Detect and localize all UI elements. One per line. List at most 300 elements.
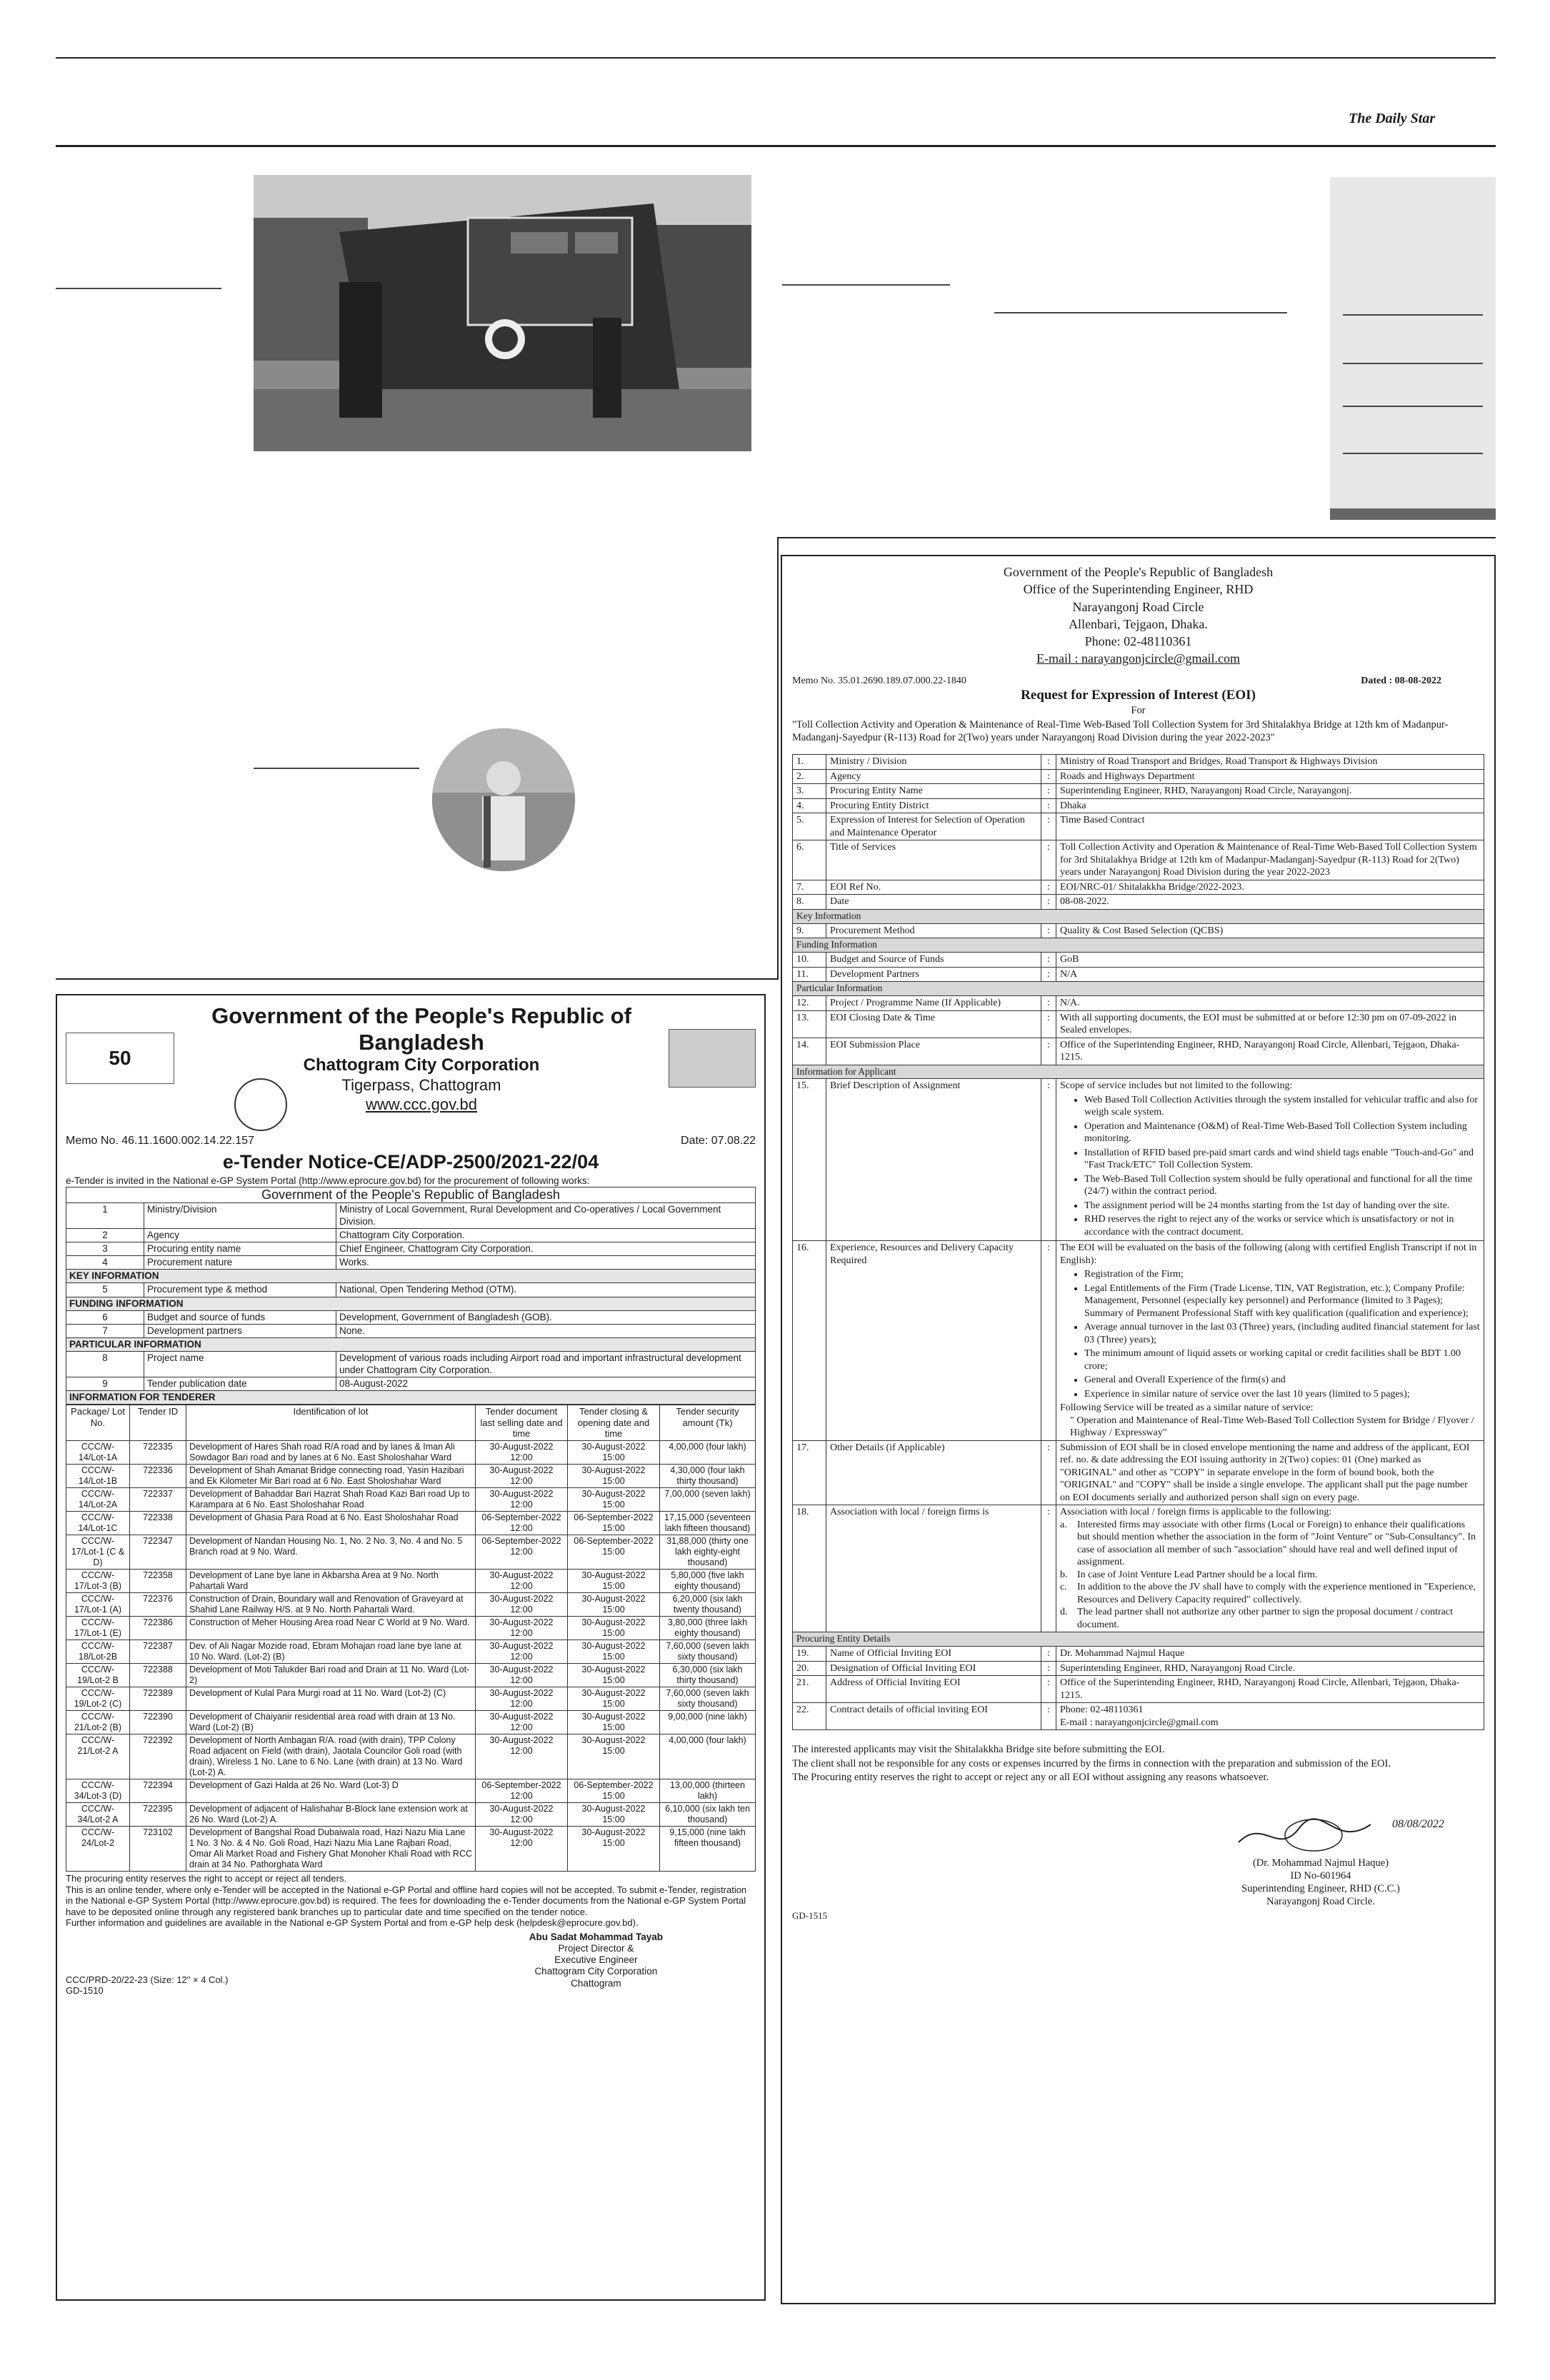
eoi-value: Superintending Engineer, RHD, Narayangonj Road Circle. <box>1056 1661 1484 1676</box>
portrait-emblem <box>669 1029 756 1088</box>
lot-package: CCC/W-17/Lot-3 (B) <box>66 1569 130 1592</box>
header-line: Allenbari, Tejgaon, Dhaka. <box>1069 616 1208 631</box>
rhd-signatory <box>1192 1857 1449 1909</box>
eoi-key: Association with local / foreign firms is <box>826 1505 1041 1632</box>
eoi-colon: : <box>1041 1703 1056 1730</box>
lot-row <box>66 1640 756 1663</box>
eoi-key: Experience, Resources and Delivery Capacity Required <box>826 1241 1041 1441</box>
criteria-intro: The EOI will be evaluated on the basis of the following (along with certified English Transcript if not in English): <box>1060 1242 1477 1266</box>
lot-security: 6,20,000 (six lakh twenty thousand) <box>660 1592 756 1616</box>
lot-package: CCC/W-14/Lot-1B <box>66 1464 130 1487</box>
info-no: 7 <box>66 1325 144 1338</box>
association-text: Interested firms may associate with other firms (Local or Foreign) to enhance their qualifications but should mention whether the association in the form of "Joint Venture" or "Sub-Consultancy". In case of association all member of such "association" should have real and well defined input of assignment. <box>1077 1519 1476 1568</box>
eoi-value: GoB <box>1056 953 1484 968</box>
eoi-row <box>793 1038 1484 1065</box>
eoi-row <box>793 755 1484 770</box>
lot-row <box>66 1779 756 1802</box>
signatory-line: Project Director & <box>558 1943 634 1954</box>
signatory-line: Narayangonj Road Circle. <box>1266 1896 1375 1908</box>
lot-package: CCC/W-14/Lot-1A <box>66 1440 130 1464</box>
info-no: 9 <box>66 1377 144 1390</box>
lot-security: 3,80,000 (three lakh eighty thousand) <box>660 1616 756 1640</box>
rhd-table <box>792 754 1484 1730</box>
lot-closing-date: 30-August-2022 15:00 <box>568 1802 660 1826</box>
lot-closing-date: 06-September-2022 15:00 <box>568 1535 660 1569</box>
section-label: KEY INFORMATION <box>66 1270 756 1283</box>
ref-gd: GD-1510 <box>66 1985 104 1997</box>
scope-item: • Web Based Toll Collection Activities through the system installed for vehicular traffic and also for weigh scale system. <box>1084 1094 1480 1119</box>
eoi-key: Brief Description of Assignment <box>826 1079 1041 1241</box>
rhd-ref: GD-1515 <box>792 1909 828 1921</box>
info-no: 4 <box>66 1256 144 1270</box>
footer-line: Further information and guidelines are available in the National e-GP System Portal and from e-GP help desk (helpdesk@eprocure.gov.bd). <box>66 1917 639 1929</box>
mujib-logo: 50 <box>66 1033 174 1084</box>
rhd-for: For <box>1131 705 1146 717</box>
eoi-no: 12. <box>793 996 826 1011</box>
scope-list <box>1070 1094 1480 1239</box>
lot-security: 4,00,000 (four lakh) <box>660 1440 756 1464</box>
lot-header: Identification of lot <box>186 1405 476 1441</box>
similar-service-item: " Operation and Maintenance of Real-Time Web-Based Toll Collection System for Bridge / Flyover / Highway / Expressway" <box>1070 1415 1474 1439</box>
lot-closing-date: 06-September-2022 15:00 <box>568 1511 660 1535</box>
lot-selling-date: 06-September-2022 12:00 <box>476 1511 568 1535</box>
eoi-value: Submission of EOI shall be in closed envelope mentioning the name and address of the applicant, EOI ref. no. & date addressing the EOI issuing authority in 2(Two) copies: 01 (One) marked as "ORIGINAL" and other as "COPY" in separate envelope in the form of bound book, both the "ORIGINAL" and "COPY" shall be inside a single envelope. The applicant shall put the page number on EOI documents serially and authorized person shall sign on every page. <box>1056 1440 1484 1505</box>
lot-closing-date: 30-August-2022 15:00 <box>568 1592 660 1616</box>
lot-package: CCC/W-34/Lot-3 (D) <box>66 1779 130 1802</box>
association-letter: d. <box>1060 1607 1068 1618</box>
eoi-key: EOI Closing Date & Time <box>826 1010 1041 1038</box>
section-row <box>66 1338 756 1352</box>
eoi-section <box>793 1632 1484 1647</box>
org-address: Tigerpass, Chattogram <box>341 1076 501 1095</box>
eoi-key: Date <box>826 895 1041 910</box>
eoi-key: Budget and Source of Funds <box>826 953 1041 968</box>
eoi-colon: : <box>1041 784 1056 799</box>
rhd-memo: Memo No. 35.01.2690.189.07.000.22-1840 <box>792 675 966 686</box>
info-no: 5 <box>66 1283 144 1297</box>
footer-notes <box>66 1873 756 1929</box>
lot-selling-date: 30-August-2022 12:00 <box>476 1487 568 1511</box>
lot-closing-date: 30-August-2022 15:00 <box>568 1640 660 1663</box>
lot-header: Tender ID <box>130 1405 186 1441</box>
masthead-logo: The Daily Star <box>1349 111 1436 126</box>
eoi-key: Procuring Entity Name <box>826 784 1041 799</box>
signature <box>1235 1814 1378 1857</box>
eoi-no: 10. <box>793 953 826 968</box>
lot-description: Development of Nandan Housing No. 1, No. 2 No. 3, No. 4 and No. 5 Branch road at 9 No. Ward. <box>186 1535 476 1569</box>
eoi-no: 3. <box>793 784 826 799</box>
eoi-colon: : <box>1041 755 1056 770</box>
lot-closing-date: 30-August-2022 15:00 <box>568 1826 660 1871</box>
info-row <box>66 1256 756 1270</box>
eoi-no: 7. <box>793 880 826 895</box>
sig-date: 08/08/2022 <box>1392 1817 1444 1830</box>
eoi-key: EOI Submission Place <box>826 1038 1041 1065</box>
eoi-row <box>793 1010 1484 1038</box>
eoi-key: Address of Official Inviting EOI <box>826 1676 1041 1703</box>
lot-tender-id: 722388 <box>130 1663 186 1687</box>
note-line: The interested applicants may visit the Shitalakkha Bridge site before submitting the EOI. <box>792 1744 1165 1756</box>
eoi-no: 11. <box>793 967 826 982</box>
eoi-row <box>793 895 1484 910</box>
info-row <box>66 1325 756 1338</box>
eoi-value <box>1056 1703 1484 1730</box>
eoi-colon: : <box>1041 798 1056 813</box>
info-key: Tender publication date <box>144 1377 336 1390</box>
lot-package: CCC/W-19/Lot-2 (C) <box>66 1687 130 1710</box>
lot-row <box>66 1487 756 1511</box>
scope-intro: Scope of service includes but not limited to the following: <box>1060 1080 1293 1092</box>
rhd-title: Request for Expression of Interest (EOI) <box>1021 688 1256 703</box>
lot-row <box>66 1535 756 1569</box>
scope-item: • The assignment period will be 24 months starting from the 1st day of handing over the site. <box>1084 1200 1480 1212</box>
association-intro: Association with local / foreign firms is applicable to the following: <box>1060 1507 1332 1518</box>
eoi-value: Time Based Contract <box>1056 813 1484 840</box>
lot-package: CCC/W-17/Lot-1 (A) <box>66 1592 130 1616</box>
eoi-colon: : <box>1041 1676 1056 1703</box>
eoi-row <box>793 1241 1484 1441</box>
lot-header: Tender closing & opening date and time <box>568 1405 660 1441</box>
section-label: PARTICULAR INFORMATION <box>66 1338 756 1352</box>
memo-date: Date: 07.08.22 <box>681 1134 756 1147</box>
lot-closing-date: 30-August-2022 15:00 <box>568 1487 660 1511</box>
lot-row <box>66 1616 756 1640</box>
eoi-colon: : <box>1041 1079 1056 1241</box>
eoi-section <box>793 1065 1484 1079</box>
lot-closing-date: 30-August-2022 15:00 <box>568 1663 660 1687</box>
lot-closing-date: 30-August-2022 15:00 <box>568 1440 660 1464</box>
info-value: Works. <box>336 1256 756 1270</box>
lot-selling-date: 30-August-2022 12:00 <box>476 1616 568 1640</box>
lot-tender-id: 722394 <box>130 1779 186 1802</box>
criteria-item: • Legal Entitlements of the Firm (Trade License, TIN, VAT Registration, etc.); Company Profile: Management, Personnel (especially key personnel) and Performance (limited to 3 Pages); Summary of Permanent Professional Staff with key qualification (qualification and experience); <box>1084 1282 1480 1320</box>
lot-closing-date: 30-August-2022 15:00 <box>568 1734 660 1779</box>
lot-row <box>66 1511 756 1535</box>
lot-row <box>66 1464 756 1487</box>
lot-tender-id: 722392 <box>130 1734 186 1779</box>
eoi-no: 14. <box>793 1038 826 1065</box>
lot-tender-id: 722336 <box>130 1464 186 1487</box>
lot-selling-date: 30-August-2022 12:00 <box>476 1687 568 1710</box>
eoi-colon: : <box>1041 1647 1056 1662</box>
eoi-key: Ministry / Division <box>826 755 1041 770</box>
lot-package: CCC/W-17/Lot-1 (E) <box>66 1616 130 1640</box>
eoi-key: Designation of Official Inviting EOI <box>826 1661 1041 1676</box>
lot-selling-date: 30-August-2022 12:00 <box>476 1569 568 1592</box>
eoi-no: 5. <box>793 813 826 840</box>
eoi-section-label: Key Information <box>793 909 1484 923</box>
eoi-colon: : <box>1041 840 1056 880</box>
lot-closing-date: 30-August-2022 15:00 <box>568 1687 660 1710</box>
lot-package: CCC/W-21/Lot-2 A <box>66 1734 130 1779</box>
eoi-row <box>793 1676 1484 1703</box>
info-no: 1 <box>66 1203 144 1228</box>
lot-security: 17,15,000 (seventeen lakh fifteen thousand) <box>660 1511 756 1535</box>
lot-package: CCC/W-24/Lot-2 <box>66 1826 130 1871</box>
rhd-header <box>792 563 1484 668</box>
eoi-key: Procuring Entity District <box>826 798 1041 813</box>
eoi-value <box>1056 1079 1484 1241</box>
lot-selling-date: 06-September-2022 12:00 <box>476 1535 568 1569</box>
eoi-row <box>793 967 1484 982</box>
info-no: 8 <box>66 1352 144 1377</box>
lot-row <box>66 1663 756 1687</box>
lot-description: Development of Gazi Halda at 26 No. Ward (Lot-3) D <box>186 1779 476 1802</box>
eoi-value: With all supporting documents, the EOI must be submitted at or before 12:30 pm on 07-09-2022 in Sealed envelopes. <box>1056 1010 1484 1038</box>
scope-item: • Operation and Maintenance (O&M) of Real-Time Web-Based Toll Collection System including monitoring. <box>1084 1120 1480 1145</box>
rhd-eoi-notice <box>781 555 1496 2304</box>
association-text: The lead partner shall not authorize any other partner to sign the proposal document / contract document. <box>1077 1607 1453 1630</box>
info-value: Development of various roads including Airport road and important infrastructural development under Chattogram City Corporation. <box>336 1352 756 1377</box>
eoi-key: Name of Official Inviting EOI <box>826 1647 1041 1662</box>
eoi-value <box>1056 1241 1484 1441</box>
info-row <box>66 1283 756 1297</box>
lot-security: 6,30,000 (six lakh thirty thousand) <box>660 1663 756 1687</box>
eoi-key: Procurement Method <box>826 923 1041 938</box>
eoi-no: 2. <box>793 769 826 784</box>
lot-row <box>66 1710 756 1734</box>
lot-header: Package/ Lot No. <box>66 1405 130 1441</box>
signatory-line: Abu Sadat Mohammad Tayab <box>529 1931 663 1942</box>
lot-header: Tender security amount (Tk) <box>660 1405 756 1441</box>
eoi-value: Office of the Superintending Engineer, RHD, Narayangonj Road Circle, Allenbari, Tejgaon, Dhaka-1215. <box>1056 1038 1484 1065</box>
association-item <box>1060 1581 1480 1606</box>
lot-security: 6,10,000 (six lakh ten thousand) <box>660 1802 756 1826</box>
eoi-value <box>1056 1505 1484 1632</box>
eoi-value: Superintending Engineer, RHD, Narayangonj Road Circle, Narayangonj. <box>1056 784 1484 799</box>
lot-tender-id: 722389 <box>130 1687 186 1710</box>
org-url: www.ccc.gov.bd <box>365 1095 478 1113</box>
eoi-value: Quality & Cost Based Selection (QCBS) <box>1056 923 1484 938</box>
lot-description: Development of North Ambagan R/A. road (with drain), TPP Colony Road adjacent on Field (with drain), Jaotala Councilor Goli road (with drain), Wireless 1 No. Lane to 6 No. Lane (with drain) at 13 No. Ward (Lot-2) A. <box>186 1734 476 1779</box>
eoi-value: Office of the Superintending Engineer, RHD, Narayangonj Road Circle, Allenbari, Tejgaon, Dhaka-1215. <box>1056 1676 1484 1703</box>
eoi-colon: : <box>1041 1241 1056 1441</box>
info-no: 3 <box>66 1242 144 1255</box>
info-value: Chief Engineer, Chattogram City Corporation. <box>336 1242 756 1255</box>
section-row <box>66 1270 756 1283</box>
eoi-row <box>793 813 1484 840</box>
info-row <box>66 1242 756 1255</box>
eoi-colon: : <box>1041 1661 1056 1676</box>
eoi-row <box>793 923 1484 938</box>
association-letter: c. <box>1060 1582 1067 1593</box>
eoi-row <box>793 953 1484 968</box>
lot-selling-date: 30-August-2022 12:00 <box>476 1464 568 1487</box>
eoi-colon: : <box>1041 996 1056 1011</box>
ref-size: CCC/PRD-20/22-23 (Size: 12" × 4 Col.) <box>66 1974 229 1985</box>
lot-selling-date: 30-August-2022 12:00 <box>476 1826 568 1871</box>
lot-description: Dev. of Ali Nagar Mozide road, Ebram Mohajan road lane bye lane at 10 No. Ward. (Lot-2) (B) <box>186 1640 476 1663</box>
criteria-item: • Registration of the Firm; <box>1084 1268 1480 1281</box>
signatory-line: (Dr. Mohammad Najmul Haque) <box>1252 1857 1389 1869</box>
eoi-no: 21. <box>793 1676 826 1703</box>
lot-tender-id: 722395 <box>130 1802 186 1826</box>
info-key: Procurement nature <box>144 1256 336 1270</box>
eoi-value: EOI/NRC-01/ Shitalakkha Bridge/2022-2023. <box>1056 880 1484 895</box>
info-value: None. <box>336 1325 756 1338</box>
lot-header: Tender document last selling date and time <box>476 1405 568 1441</box>
rhd-dated: Dated : 08-08-2022 <box>1361 675 1441 686</box>
lot-row <box>66 1569 756 1592</box>
lot-selling-date: 30-August-2022 12:00 <box>476 1592 568 1616</box>
lot-description: Development of Chaiyanir residential area road with drain at 13 No. Ward (Lot-2) (B) <box>186 1710 476 1734</box>
info-key: Development partners <box>144 1325 336 1338</box>
info-no: 6 <box>66 1310 144 1324</box>
lot-row <box>66 1687 756 1710</box>
section-label: INFORMATION FOR TENDERER <box>66 1390 756 1404</box>
info-value: Development, Government of Bangladesh (GOB). <box>336 1310 756 1324</box>
eoi-colon: : <box>1041 880 1056 895</box>
lot-package: CCC/W-17/Lot-1 (C & D) <box>66 1535 130 1569</box>
section-row <box>66 1297 756 1310</box>
lot-tender-id: 722376 <box>130 1592 186 1616</box>
scope-item: • The Web-Based Toll Collection system should be fully operational and functional for all the time (24/7) within the contract period. <box>1084 1173 1480 1198</box>
lot-closing-date: 30-August-2022 15:00 <box>568 1616 660 1640</box>
eoi-row <box>793 769 1484 784</box>
lot-tender-id: 722386 <box>130 1616 186 1640</box>
lot-selling-date: 30-August-2022 12:00 <box>476 1734 568 1779</box>
lot-package: CCC/W-18/Lot-2B <box>66 1640 130 1663</box>
eoi-key: Expression of Interest for Selection of Operation and Maintenance Operator <box>826 813 1041 840</box>
association-letter: b. <box>1060 1569 1068 1580</box>
eoi-colon: : <box>1041 967 1056 982</box>
lot-row <box>66 1592 756 1616</box>
eoi-value: Dhaka <box>1056 798 1484 813</box>
header-line: Phone: 02-48110361 <box>1084 634 1192 649</box>
eoi-row <box>793 880 1484 895</box>
signatory-line: Chattogram <box>571 1977 621 1989</box>
rhd-notes <box>792 1743 1484 1785</box>
lot-package: CCC/W-14/Lot-1C <box>66 1511 130 1535</box>
lot-tender-id: 723102 <box>130 1826 186 1871</box>
info-key: Procuring entity name <box>144 1242 336 1255</box>
eoi-row <box>793 1703 1484 1730</box>
lot-closing-date: 06-September-2022 15:00 <box>568 1779 660 1802</box>
info-table <box>66 1202 756 1405</box>
signatory-line: Chattogram City Corporation <box>534 1966 658 1977</box>
eoi-value: N/A <box>1056 967 1484 982</box>
lot-security: 7,00,000 (seven lakh) <box>660 1487 756 1511</box>
lot-package: CCC/W-19/Lot-2 B <box>66 1663 130 1687</box>
eoi-key: Other Details (if Applicable) <box>826 1440 1041 1505</box>
criteria-item: • Average annual turnover in the last 03 (Three) years, (including audited financial statement for last 03 (Three) years); <box>1084 1321 1480 1346</box>
lot-selling-date: 30-August-2022 12:00 <box>476 1802 568 1826</box>
association-item <box>1060 1569 1480 1582</box>
lot-security: 9,00,000 (nine lakh) <box>660 1710 756 1734</box>
lot-description: Development of Lane bye lane in Akbarsha Area at 9 No. North Pahartali Ward <box>186 1569 476 1592</box>
eoi-no: 20. <box>793 1661 826 1676</box>
eoi-section-label: Information for Applicant <box>793 1065 1484 1079</box>
footer-line: This is an online tender, where only e-Tender will be accepted in the National e-GP Portal and offline hard copies will not be accepted. To submit e-Tender, registration in the National e-GP System Portal (http://www.eprocure.gov.bd) is required. The fees for downloading the e-Tender documents from the National e-GP System Portal have to be deposited online through any registered bank branches up to particular date and time specified on the tender notice. <box>66 1884 747 1917</box>
org-name: Chattogram City Corporation <box>303 1055 540 1075</box>
eoi-colon: : <box>1041 1038 1056 1065</box>
eoi-value: N/A. <box>1056 996 1484 1011</box>
lot-description: Development of Kulal Para Murgi road at 11 No. Ward (Lot-2) (C) <box>186 1687 476 1710</box>
memo-no: Memo No. 46.11.1600.002.14.22.157 <box>66 1134 254 1147</box>
info-key: Procurement type & method <box>144 1283 336 1297</box>
lot-security: 13,00,000 (thirteen lakh) <box>660 1779 756 1802</box>
info-key: Ministry/Division <box>144 1203 336 1228</box>
association-item <box>1060 1606 1480 1631</box>
lot-security: 7,60,000 (seven lakh sixty thousand) <box>660 1687 756 1710</box>
criteria-list <box>1070 1268 1480 1400</box>
eoi-colon: : <box>1041 1010 1056 1038</box>
lot-security: 4,00,000 (four lakh) <box>660 1734 756 1779</box>
lot-row <box>66 1734 756 1779</box>
eoi-row <box>793 784 1484 799</box>
info-key: Budget and source of funds <box>144 1310 336 1324</box>
lot-description: Construction of Meher Housing Area road Near C World at 9 No. Ward. <box>186 1616 476 1640</box>
eoi-section-label: Funding Information <box>793 938 1484 953</box>
lot-description: Development of Hares Shah road R/A road and by lanes & Iman Ali Sowdagor Bari road and by lanes at 6 No. East Sholoshahar Ward <box>186 1440 476 1464</box>
info-row <box>66 1228 756 1242</box>
lot-tender-id: 722358 <box>130 1569 186 1592</box>
lot-selling-date: 30-August-2022 12:00 <box>476 1440 568 1464</box>
eoi-no: 4. <box>793 798 826 813</box>
association-text: In addition to the above the JV shall have to comply with the experience mentioned in "Experience, Resources and Delivery Capacity required" collectively. <box>1077 1582 1476 1605</box>
scope-item: • RHD reserves the right to reject any of the works or service which is unsatisfactory or not in accordance with the contract document. <box>1084 1213 1480 1238</box>
lot-security: 7,60,000 (seven lakh sixty thousand) <box>660 1640 756 1663</box>
header-line: Office of the Superintending Engineer, RHD <box>1023 582 1254 597</box>
association-item <box>1060 1519 1480 1569</box>
eoi-colon: : <box>1041 813 1056 840</box>
lot-tender-id: 722347 <box>130 1535 186 1569</box>
lot-package: CCC/W-21/Lot-2 (B) <box>66 1710 130 1734</box>
criteria-item: • Experience in similar nature of service over the last 10 years (limited to 5 pages); <box>1084 1388 1480 1401</box>
lot-security: 5,80,000 (five lakh eighty thousand) <box>660 1569 756 1592</box>
lot-tender-id: 722338 <box>130 1511 186 1535</box>
lot-selling-date: 06-September-2022 12:00 <box>476 1779 568 1802</box>
elderly-man-photo <box>432 728 575 871</box>
lots-table <box>66 1405 756 1872</box>
association-letter: a. <box>1060 1519 1067 1530</box>
eoi-value: Toll Collection Activity and Operation & Maintenance of Real-Time Web-Based Toll Collection System for 3rd Shitalakhya Bridge at 12th km of Madanpur-Madanganj-Sayedpur (R-113) Road for 2(Two) years under Narayangonj Road Division during the year 2022-2023 <box>1056 840 1484 880</box>
eoi-key: Project / Programme Name (If Applicable) <box>826 996 1041 1011</box>
eoi-section-label: Procuring Entity Details <box>793 1632 1484 1647</box>
eoi-no: 18. <box>793 1505 826 1632</box>
eoi-no: 9. <box>793 923 826 938</box>
info-row <box>66 1377 756 1390</box>
info-key: Agency <box>144 1228 336 1242</box>
lot-selling-date: 30-August-2022 12:00 <box>476 1710 568 1734</box>
eoi-colon: : <box>1041 769 1056 784</box>
section-label: FUNDING INFORMATION <box>66 1297 756 1310</box>
lot-row <box>66 1802 756 1826</box>
rhd-subject: "Toll Collection Activity and Operation & Maintenance of Real-Time Web-Based Toll Collection System for 3rd Shitalakhya Bridge at 12th km of Madanpur-Madanganj-Sayedpur (R-113) Road for 2(Two) years under Narayangonj Road Division during the year 2022-2023" <box>792 719 1449 744</box>
section-row <box>66 1390 756 1404</box>
eoi-key: Contract details of official inviting EOI <box>826 1703 1041 1730</box>
lot-security: 9,15,000 (nine lakh fifteen thousand) <box>660 1826 756 1871</box>
lot-closing-date: 30-August-2022 15:00 <box>568 1569 660 1592</box>
header-line: E-mail : narayangonjcircle@gmail.com <box>1036 651 1240 666</box>
eoi-section-label: Particular Information <box>793 982 1484 996</box>
header-line: Government of the People's Republic of Bangladesh <box>1003 565 1274 579</box>
lot-closing-date: 30-August-2022 15:00 <box>568 1710 660 1734</box>
info-row <box>66 1203 756 1228</box>
eoi-key: EOI Ref No. <box>826 880 1041 895</box>
lot-description: Development of Moti Talukder Bari road and Drain at 11 No. Ward (Lot-2) <box>186 1663 476 1687</box>
eoi-section <box>793 982 1484 996</box>
lot-tender-id: 722387 <box>130 1640 186 1663</box>
info-value: 08-August-2022 <box>336 1377 756 1390</box>
footer-line: The procuring entity reserves the right to accept or reject all tenders. <box>66 1872 347 1884</box>
signatory-line: Superintending Engineer, RHD (C.C.) <box>1241 1883 1400 1895</box>
eoi-no: 22. <box>793 1703 826 1730</box>
signatory <box>529 1932 663 1997</box>
eoi-no: 15. <box>793 1079 826 1241</box>
header-line: Narayangonj Road Circle <box>1072 599 1204 614</box>
eoi-colon: : <box>1041 923 1056 938</box>
